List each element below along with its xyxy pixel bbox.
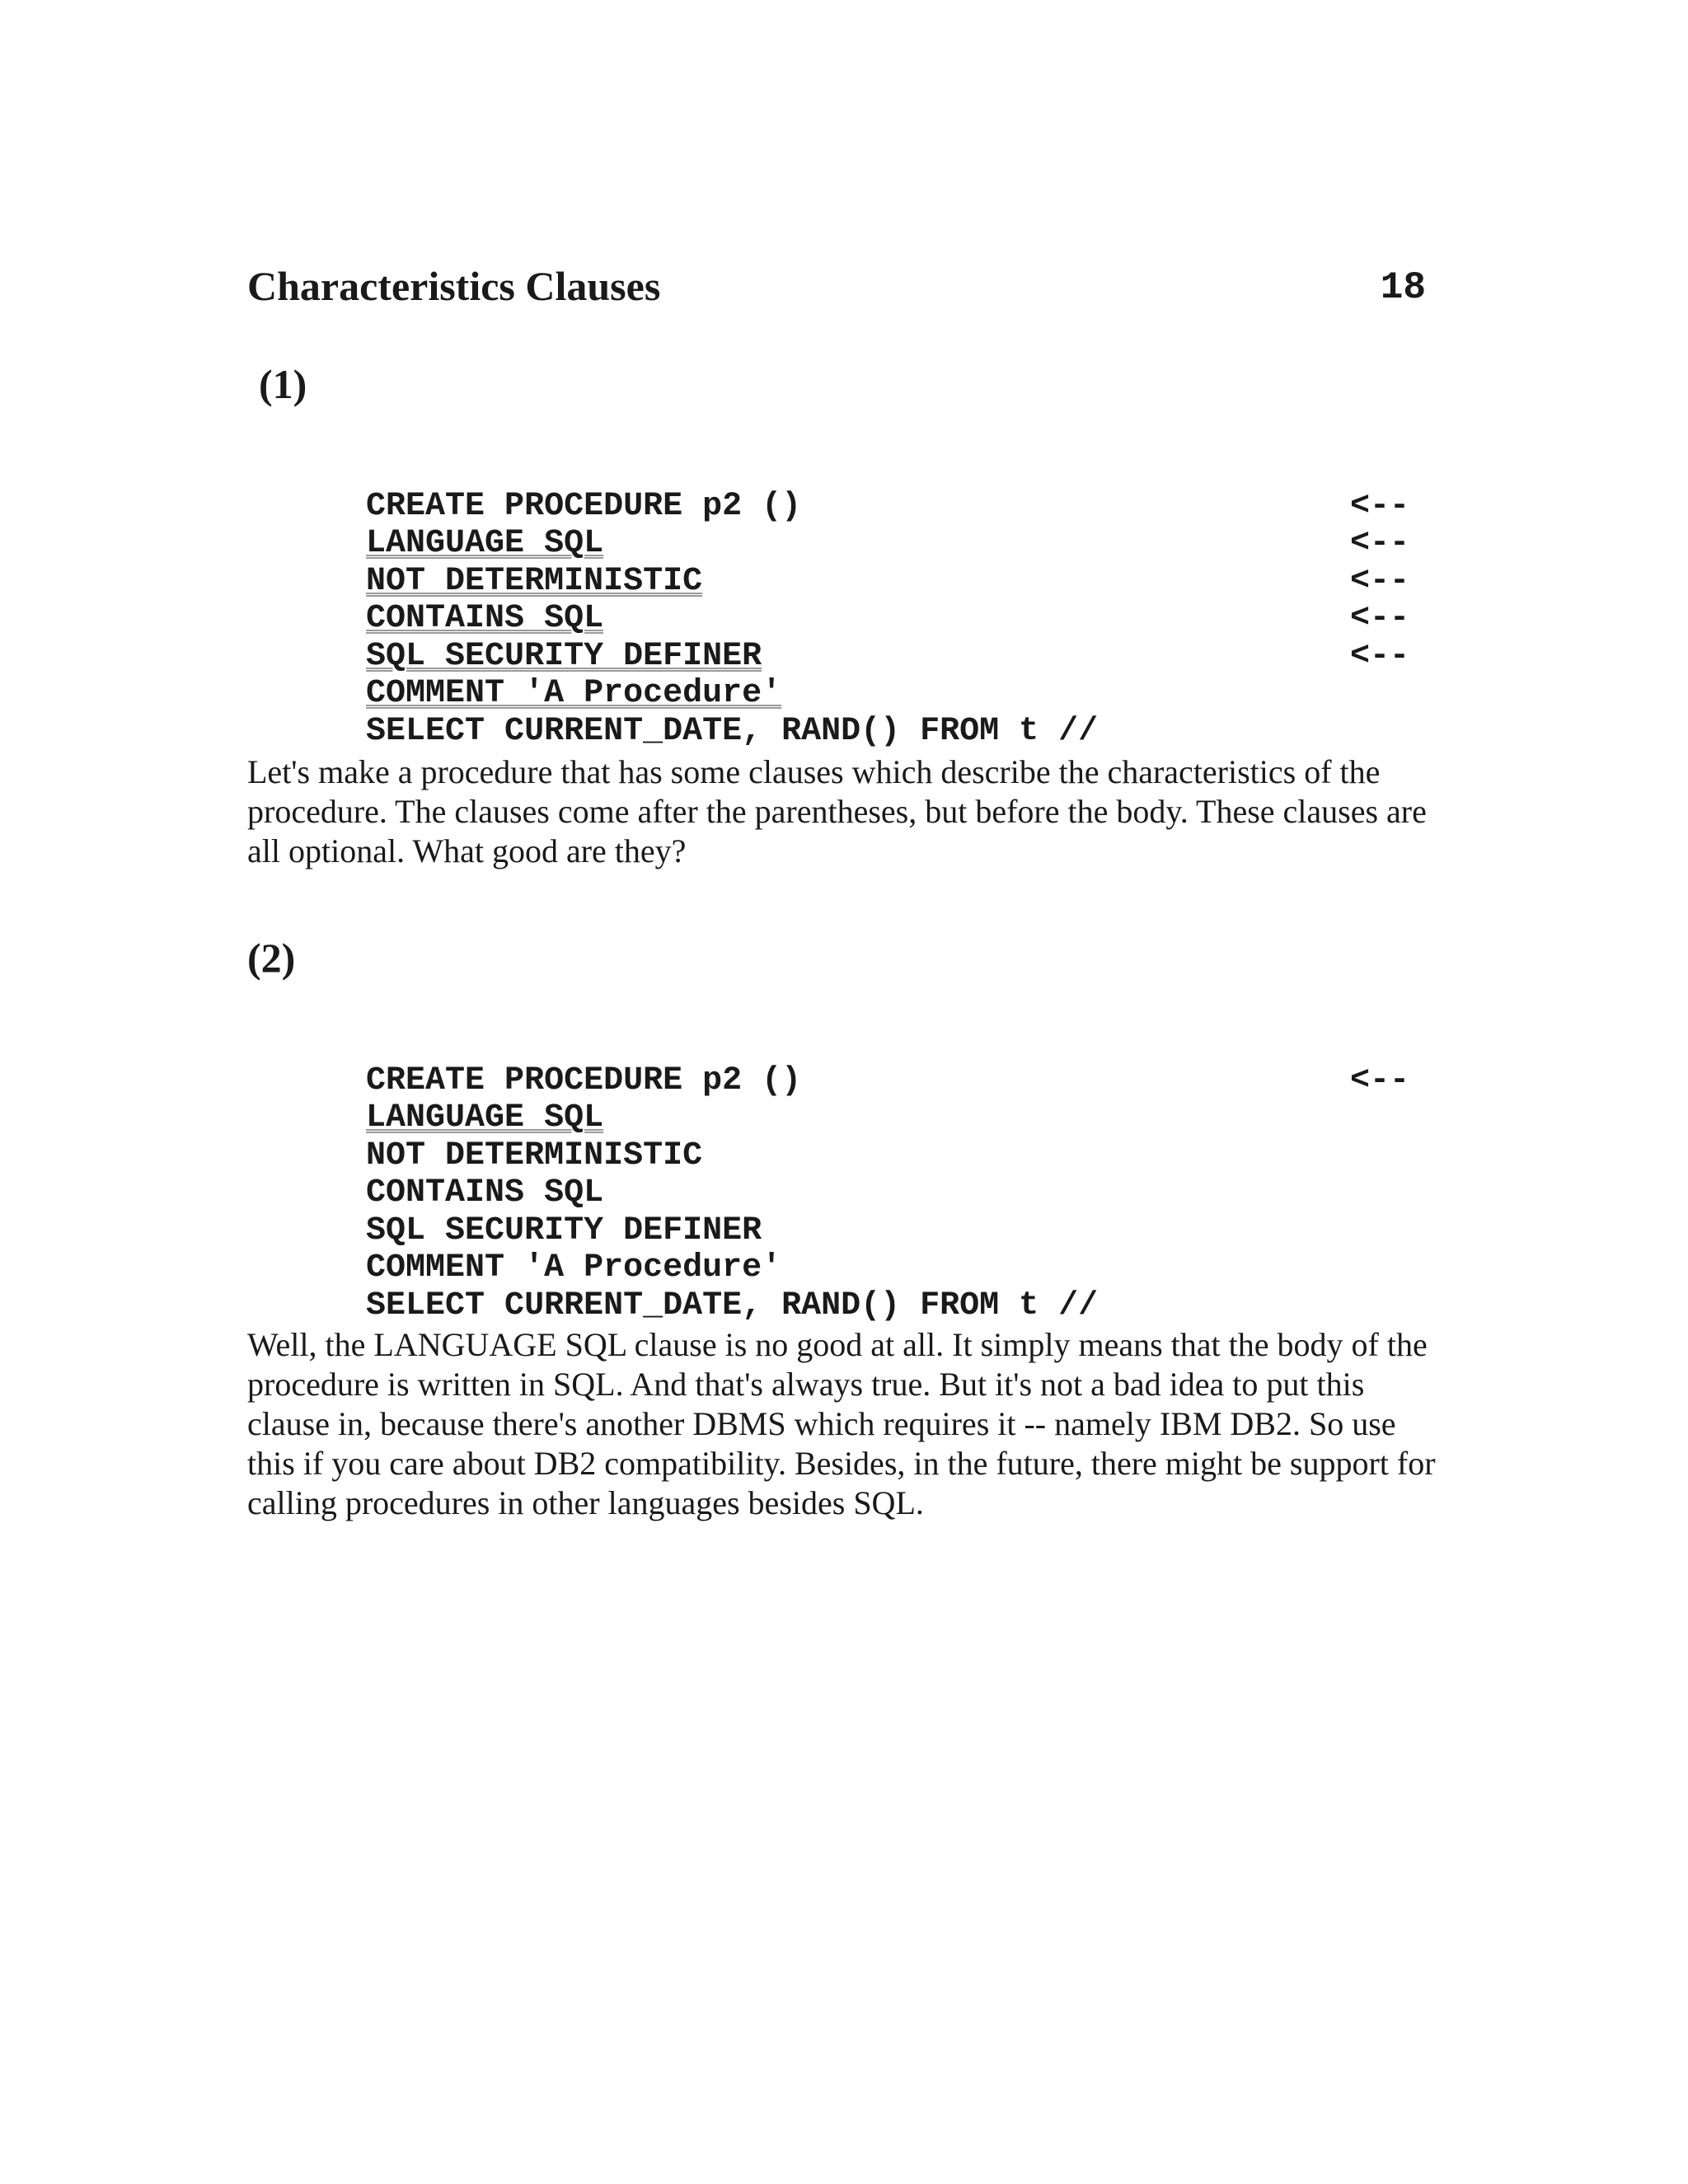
code-text: SELECT CURRENT_DATE, RAND() FROM t //	[366, 712, 1099, 750]
arrow-marker: <--	[1350, 637, 1410, 675]
section-2-label: (2)	[247, 935, 296, 981]
arrow-marker: <--	[1350, 562, 1410, 600]
arrow-marker: <--	[1350, 1062, 1410, 1099]
code-line	[247, 1249, 1426, 1324]
page-header	[247, 257, 1426, 315]
code-text: SQL SECURITY DEFINER	[366, 1212, 762, 1249]
code-line	[247, 525, 1426, 600]
code-line	[247, 1099, 1426, 1174]
code-text: COMMENT 'A Procedure'	[366, 675, 782, 712]
code-line	[247, 675, 1426, 750]
code-text: NOT DETERMINISTIC	[366, 1137, 703, 1174]
code-text: LANGUAGE SQL	[366, 525, 604, 562]
code-line	[247, 1137, 1426, 1212]
code-text: CONTAINS SQL	[366, 600, 604, 637]
code-line	[247, 450, 1426, 525]
arrow-marker: <--	[1350, 525, 1410, 562]
code-line	[247, 1212, 1426, 1286]
code-text: NOT DETERMINISTIC	[366, 562, 703, 600]
arrow-marker: <--	[1350, 600, 1410, 637]
code-line	[247, 1062, 1426, 1137]
arrow-marker: <--	[1350, 487, 1410, 525]
code-line	[247, 562, 1426, 637]
page-number: 18	[1380, 266, 1426, 309]
code-line	[247, 487, 1426, 562]
code-line	[247, 1174, 1426, 1249]
code-text: CREATE PROCEDURE p2 ()	[366, 1062, 802, 1099]
paragraph-1: Let's make a procedure that has some clauses which describe the characteristics of the procedure. The clauses come after the parentheses, but before the body. These clauses are all optional. What good are they?	[247, 753, 1427, 869]
code-text: SQL SECURITY DEFINER	[366, 637, 762, 675]
code-line	[247, 637, 1426, 712]
code-line	[247, 1024, 1426, 1099]
code-text: CONTAINS SQL	[366, 1174, 604, 1212]
code-text: SELECT CURRENT_DATE, RAND() FROM t //	[366, 1286, 1099, 1324]
paragraph-2: Well, the LANGUAGE SQL clause is no good at all. It simply means that the body of the procedure is written in SQL. And that's always true. But it's not a bad idea to put this clause in, because there's another DBMS which requires it -- namely IBM DB2. So use this if you care about DB2 compatibility. Besides, in the future, there might be support for calling procedures in other languages besides SQL.	[247, 1326, 1436, 1521]
code-text: CREATE PROCEDURE p2 ()	[366, 487, 802, 525]
section-1-label: (1)	[259, 361, 307, 407]
code-block-2	[247, 1024, 1426, 1324]
code-text: COMMENT 'A Procedure'	[366, 1249, 782, 1286]
code-block-1	[247, 450, 1426, 750]
code-line	[247, 600, 1426, 675]
page-title: Characteristics Clauses	[247, 263, 661, 309]
code-text: LANGUAGE SQL	[366, 1099, 604, 1137]
